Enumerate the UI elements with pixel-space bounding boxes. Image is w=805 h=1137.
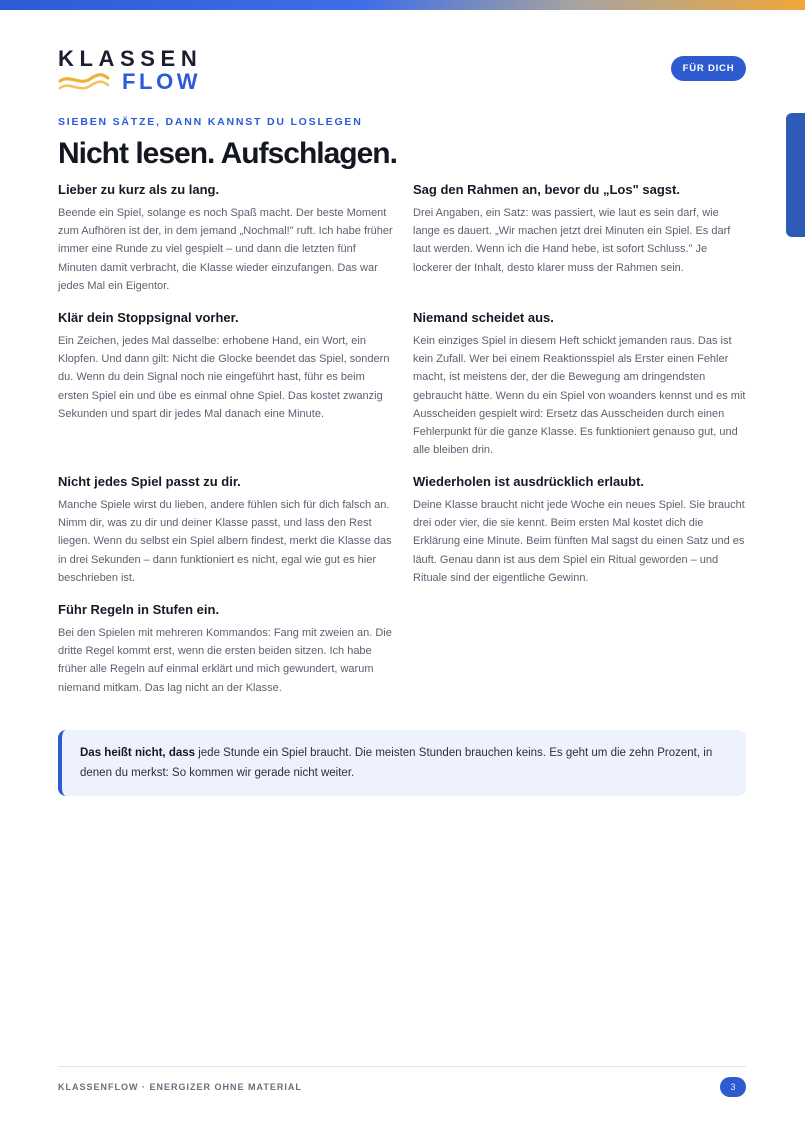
tip-heading: Wiederholen ist ausdrücklich erlaubt. xyxy=(413,474,645,489)
callout-bold-lead: Das heißt nicht, dass xyxy=(80,747,196,759)
tip-frame xyxy=(413,181,748,277)
page-number: 3 xyxy=(720,1077,746,1097)
tip-heading: Führ Regeln in Stufen ein. xyxy=(58,602,220,617)
tip-heading: Sag den Rahmen an, bevor du „Los" sagst. xyxy=(413,182,680,197)
tip-body: Drei Angaben, ein Satz: was passiert, wie laut es sein darf, wie lange es dauert. „Wir machen jetzt drei Minuten ein Spiel. Es darf laut werden. Wenn ich die Hand hebe, ist sofort Schluss." Je lockerer der Inhalt, desto klarer muss der Rahmen sein. xyxy=(413,207,731,274)
footer-label: KLASSENFLOW · ENERGIZER OHNE MATERIAL xyxy=(58,1082,302,1092)
tip-body: Manche Spiele wirst du lieben, andere fühlen sich für dich falsch an. Nimm dir, was zu dir und deiner Klasse passt, und lass den Rest liegen. Wenn du selbst ein Spiel albern findest, merkt die Klasse das in drei Sekunden – dann funktioniert es nicht, egal wie gut es hier beschrieben ist. xyxy=(58,499,392,584)
tip-not-every-game xyxy=(58,473,393,587)
section-eyebrow: SIEBEN SÄTZE, DANN KANNST DU LOSLEGEN xyxy=(58,116,363,128)
tip-heading: Lieber zu kurz als zu lang. xyxy=(58,182,220,197)
tip-heading: Niemand scheidet aus. xyxy=(413,310,554,325)
tip-heading: Nicht jedes Spiel passt zu dir. xyxy=(58,474,241,489)
logo-wordmark-top: KLASSEN xyxy=(58,46,203,71)
tip-body: Ein Zeichen, jedes Mal dasselbe: erhobene Hand, ein Wort, ein Klopfen. Und dann gilt: Nicht die Glocke beendet das Spiel, sondern du. Wenn du dein Signal noch nie eingeführt hast, führ es beim ersten Spiel ein und übe es einmal ohne Spiel. Das kostet zwanzig Sekunden und spart dir jedes Mal danach eine Minute. xyxy=(58,335,390,420)
tip-heading: Klär dein Stoppsignal vorher. xyxy=(58,310,239,325)
tip-body: Kein einziges Spiel in diesem Heft schickt jemanden raus. Das ist kein Zufall. Wer bei einem Reaktionsspiel als Erster einen Fehler macht, ist meistens der, der die Bewegung am dringendsten gebraucht hätte. Wenn du ein Spiel von woanders kennst und es mit Ausscheiden gespielt wird: Ersetz das Ausscheiden durch einen Fehlerpunkt für die ganze Klasse. Es funktioniert genauso gut, und alle bleiben drin. xyxy=(413,335,746,457)
tip-body: Deine Klasse braucht nicht jede Woche ein neues Spiel. Sie braucht drei oder vier, die sie kennt. Beim ersten Mal kostet dich die Erklärung eine Minute. Beim fünften Mal sagst du einen Satz und es läuft. Genau dann ist aus dem Spiel ein Ritual geworden – und Rituale sind der eigentliche Gewinn. xyxy=(413,499,745,584)
page-title: Nicht lesen. Aufschlagen. xyxy=(58,137,397,170)
klassenflow-logo xyxy=(58,46,203,97)
callout-text: jede Stunde ein Spiel braucht. Die meisten Stunden brauchen keins. Es geht um die zehn Prozent, in denen du merkst: So kommen wir gerade nicht weiter. xyxy=(80,747,713,779)
tip-no-elimination xyxy=(413,309,748,459)
tip-stop-signal xyxy=(58,309,393,423)
tip-rules-stages xyxy=(58,601,393,697)
tip-body: Bei den Spielen mit mehreren Kommandos: Fang mit zweien an. Die dritte Regel kommt erst, wenn die ersten beiden sitzen. Ich habe früher alle Regeln auf einmal erklärt und mich gewundert, warum niemand mitkam. Das lag nicht an der Klasse. xyxy=(58,627,392,694)
tip-too-short xyxy=(58,181,393,295)
tip-body: Beende ein Spiel, solange es noch Spaß macht. Der beste Moment zum Aufhören ist der, in dem jemand „Nochmal!" ruft. Ich habe früher immer eine Runde zu viel gespielt – und dann die letzten fünf Minuten damit verbracht, die Klasse wieder einzufangen. Das war jedes Mal ein Eigentor. xyxy=(58,207,393,292)
side-tab-marker xyxy=(786,113,805,237)
footer-divider xyxy=(58,1066,746,1067)
logo-wordmark-bottom: FLOW xyxy=(122,69,202,94)
callout-box xyxy=(58,730,746,796)
top-gradient-bar xyxy=(0,0,805,10)
audience-badge: FÜR DICH xyxy=(671,56,746,81)
tip-repeat xyxy=(413,473,748,587)
wave-icon xyxy=(58,71,110,95)
